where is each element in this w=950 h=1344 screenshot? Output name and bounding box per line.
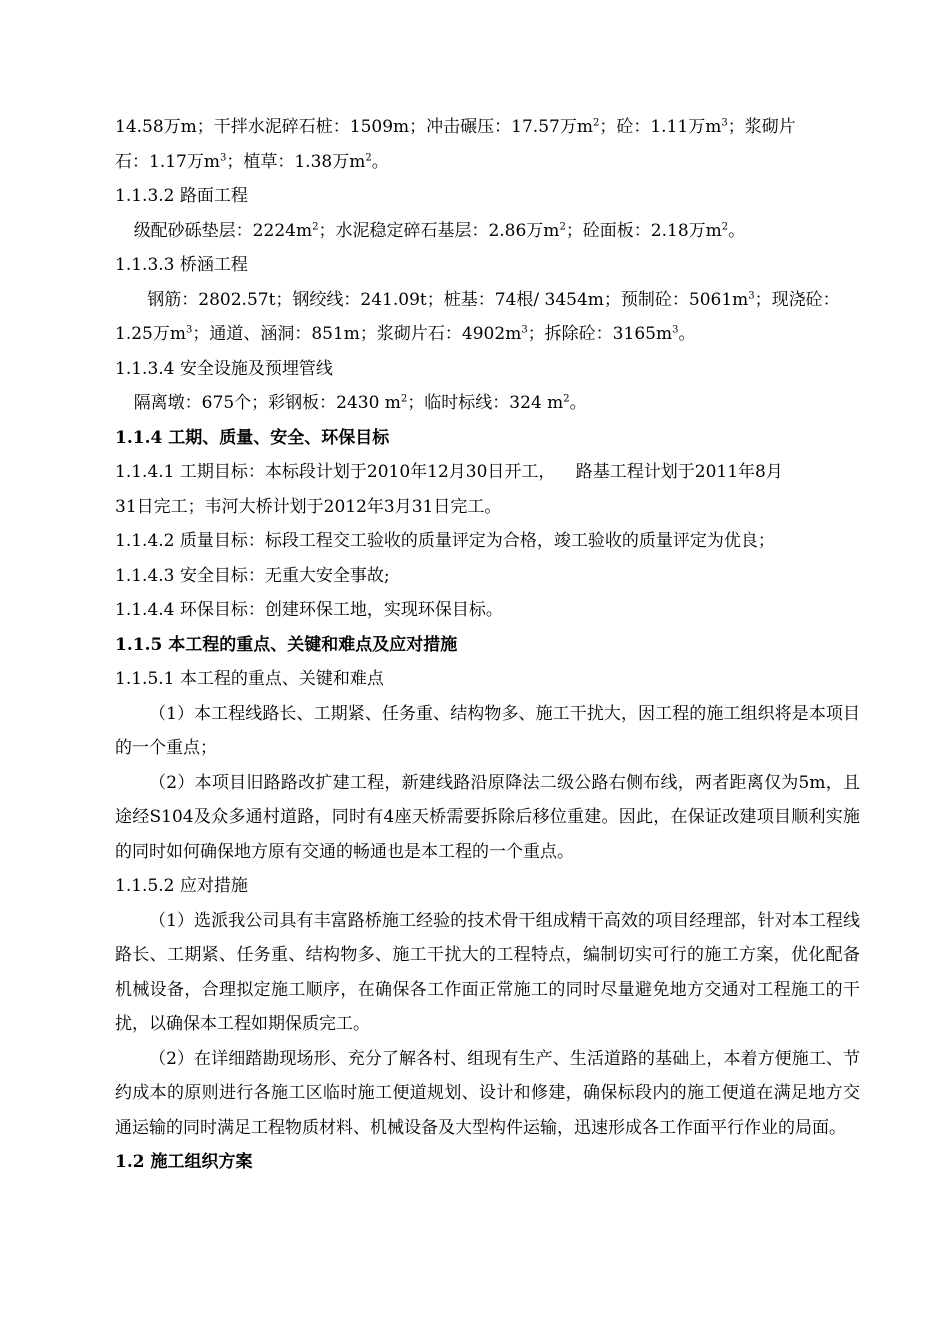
paragraph-safety-quantities — [115, 386, 860, 421]
text-run: 1.1.4.1 工期目标：本标段计划于2010年12月30日开工， — [115, 462, 556, 482]
superscript: 2 — [721, 220, 729, 232]
text-run: 。 — [371, 151, 389, 172]
heading-1-1-4: 1.1.4 工期、质量、安全、环保目标 — [115, 427, 390, 448]
heading-1-1-3-2: 1.1.3.2 路面工程 — [115, 186, 248, 206]
document-page — [115, 110, 860, 1180]
text-run: 14.58万m；干拌水泥碎石桩：1509m；冲击碾压：17.57万m — [115, 117, 593, 137]
paragraph-1-1-5-2-item1: （1）选派我公司具有丰富路桥施工经验的技术骨干组成精干高效的项目经理部，针对本工程线路长、工期紧、任务重、结构物多、施工干扰大的工程特点，编制切实可行的施工方案，优化配备机械设备，合理拟定施工顺序，在确保各工作面正常施工的同时尽量避免地方交通对工程施工的干扰，以确保本工程如期保质完工。 — [115, 910, 860, 1034]
text-run: ；植草：1.38万m — [226, 151, 366, 172]
heading-1-1-5-1: 1.1.5.1 本工程的重点、关键和难点 — [115, 669, 384, 689]
paragraph-1-1-4-1-line1 — [115, 455, 860, 490]
text-run: ；浆砌片 — [727, 117, 796, 137]
heading-1-1-3-3: 1.1.3.3 桥涵工程 — [115, 255, 248, 275]
text-run: 。 — [728, 220, 746, 241]
superscript: 2 — [365, 151, 372, 163]
heading-1-1-3-4: 1.1.3.4 安全设施及预埋管线 — [115, 358, 333, 379]
heading-1-2: 1.2 施工组织方案 — [115, 1152, 253, 1172]
text-run: ；砼：1.11万m — [599, 117, 722, 137]
paragraph-1-1-5-1-item2: （2）本项目旧路路改扩建工程，新建线路沿原降法二级公路右侧布线，两者距离仅为5m，且途经S104及众多通村道路，同时有4座天桥需要拆除后移位重建。因此，在保证改建项目顺利实施的同时如何确保地方原有交通的畅通也是本工程的一个重点。 — [115, 772, 860, 862]
paragraph-pavement-quantities — [115, 214, 860, 249]
text-run: 。 — [678, 324, 696, 344]
paragraph-bridge-quantities-line2 — [115, 317, 860, 352]
paragraph-roadbed-quantities-line2 — [115, 145, 860, 180]
superscript: 2 — [312, 220, 319, 232]
text-run: 路基工程计划于2011年8月 — [575, 462, 783, 482]
superscript: 3 — [721, 117, 728, 129]
paragraph-1-1-5-1-item1: （1）本工程线路长、工期紧、任务重、结构物多、施工干扰大，因工程的施工组织将是本项目的一个重点； — [115, 703, 860, 758]
paragraph-1-1-4-3: 1.1.4.3 安全目标：无重大安全事故; — [115, 565, 390, 586]
heading-1-1-5-2: 1.1.5.2 应对措施 — [115, 876, 248, 896]
paragraph-1-1-4-4: 1.1.4.4 环保目标：创建环保工地，实现环保目标。 — [115, 600, 503, 620]
text-run: 级配砂砾垫层：2224m — [133, 220, 313, 241]
superscript: 2 — [592, 117, 600, 129]
text-run: ；拆除砼：3165m — [527, 324, 673, 344]
superscript: 3 — [748, 289, 755, 301]
text-run: 。 — [569, 393, 587, 413]
text-run: 钢筋：2802.57t；钢绞线：241.09t；桩基：74根/ 3454m；预制砼：5061m — [147, 289, 749, 310]
text-run: 隔离墩：675个；彩钢板：2430 m — [133, 393, 401, 413]
paragraph-roadbed-quantities-line1 — [115, 110, 860, 145]
superscript: 3 — [521, 324, 528, 336]
text-run: ；现浇砼： — [754, 289, 840, 310]
paragraph-1-1-4-1-line2: 31日完工；韦河大桥计划于2012年3月31日完工。 — [115, 496, 502, 517]
superscript: 3 — [185, 324, 193, 336]
superscript: 2 — [559, 220, 566, 232]
text-run: 石：1.17万m — [115, 151, 220, 172]
paragraph-1-1-5-2-item2: （2）在详细踏勘现场形、充分了解各村、组现有生产、生活道路的基础上，本着方便施工、节约成本的原则进行各施工区临时施工便道规划、设计和修建，确保标段内的施工便道在满足地方交通运输的同时满足工程物质材料、机械设备及大型构件运输，迅速形成各工作面平行作业的局面。 — [115, 1048, 860, 1138]
paragraph-bridge-quantities-line1 — [115, 283, 860, 318]
text-run: ；砼面板：2.18万m — [565, 220, 722, 241]
text-run: ；水泥稳定碎石基层：2.86万m — [318, 220, 560, 241]
text-run: ；临时标线：324 m — [407, 393, 564, 413]
superscript: 2 — [563, 393, 570, 405]
paragraph-1-1-4-2: 1.1.4.2 质量目标：标段工程交工验收的质量评定为合格，竣工验收的质量评定为优良； — [115, 531, 775, 551]
text-run: ；通道、涵洞：851m；浆砌片石：4902m — [192, 324, 522, 344]
superscript: 2 — [400, 393, 408, 405]
heading-1-1-5: 1.1.5 本工程的重点、关键和难点及应对措施 — [115, 634, 458, 655]
superscript: 3 — [672, 324, 679, 336]
superscript: 3 — [219, 151, 227, 163]
text-run: 1.25万m — [115, 324, 186, 344]
